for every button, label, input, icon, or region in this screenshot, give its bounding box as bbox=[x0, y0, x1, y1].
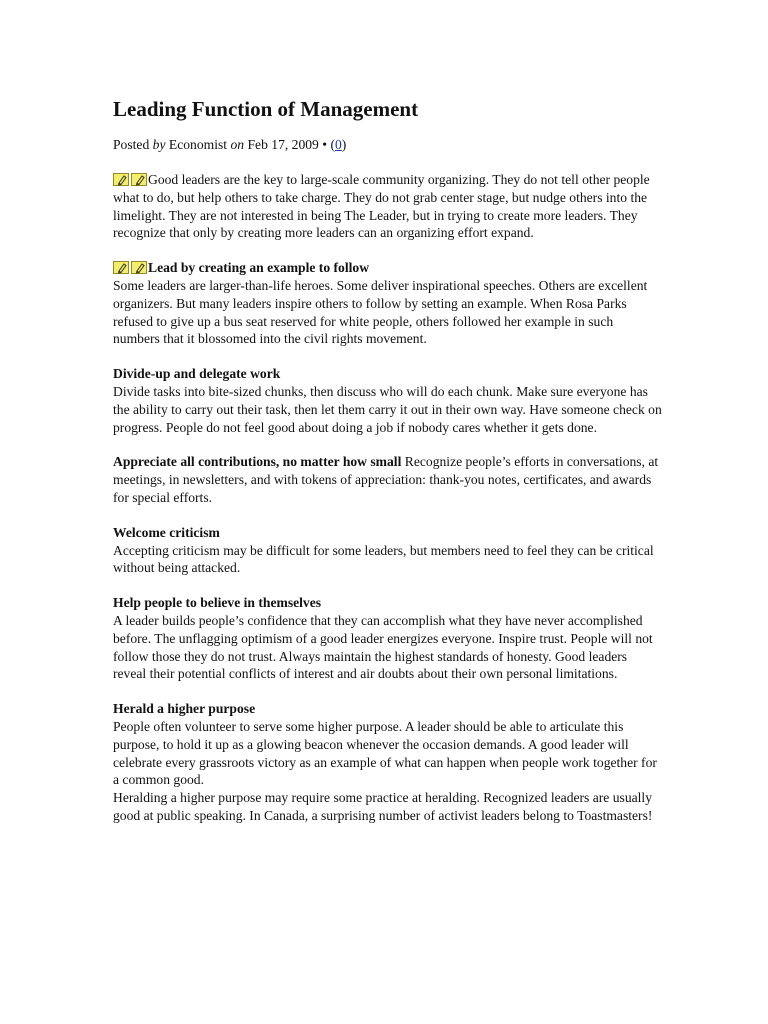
section-heading: Help people to believe in themselves bbox=[113, 595, 322, 611]
icon-group bbox=[113, 173, 147, 186]
section-believe-in-themselves bbox=[113, 594, 663, 683]
section-heading-text: Lead by creating an example to follow bbox=[148, 260, 370, 276]
meta-separator: • bbox=[322, 137, 328, 152]
section-body: Accepting criticism may be difficult for some leaders, but members need to feel they can be critical without being attacked. bbox=[113, 542, 654, 576]
section-body: People often volunteer to serve some higher purpose. A leader should be able to articulate this purpose, to hold it up as a glowing beacon whenever the occasion demands. A good leader will celebrate every grassroots victory as an example of what can happen when people work together for a common good. bbox=[113, 718, 657, 788]
icon-group bbox=[113, 261, 147, 274]
section-body: A leader builds people’s confidence that they can accomplish what they have never accomplished before. The unflagging optimism of a good leader energizes everyone. Inspire trust. People will not follow those they do not trust. Always maintain the highest standards of honesty. Good leaders reveal their potential conflicts of interest and air doubts about their own personal limitations. bbox=[113, 612, 653, 682]
section-body-continued: Heralding a higher purpose may require some practice at heralding. Recognized leaders are usually good at public speaking. In Canada, a surprising number of activist leaders belong to Toastmasters! bbox=[113, 790, 653, 823]
comments-open: ( bbox=[330, 137, 335, 152]
section-body: Some leaders are larger-than-life heroes. Some deliver inspirational speeches. Others are excellent organizers. But many leaders inspire others to follow by setting an example. When Rosa Parks refused to give up a bus seat reserved for white people, others followed her example in such numbers that it blossomed into the civil rights movement. bbox=[113, 277, 648, 347]
intro-paragraph bbox=[113, 171, 663, 242]
section-body: Recognize people’s efforts in conversations, at meetings, in newsletters, and with tokens of appreciation: thank-you notes, certificates, and awards for special efforts. bbox=[113, 454, 659, 505]
pencil-icon bbox=[113, 173, 129, 186]
by-label: by bbox=[152, 137, 166, 152]
section-heading: Herald a higher purpose bbox=[113, 701, 256, 717]
pencil-icon bbox=[131, 261, 147, 274]
comments-close: ) bbox=[341, 137, 347, 152]
on-label: on bbox=[230, 137, 245, 152]
section-welcome-criticism bbox=[113, 524, 663, 577]
section-heading: Appreciate all contributions, no matter how small bbox=[113, 454, 402, 470]
posted-label: Posted bbox=[113, 137, 150, 152]
author-name: Economist bbox=[168, 137, 228, 152]
article-title: Leading Function of Management bbox=[113, 97, 419, 121]
section-delegate-work bbox=[113, 365, 663, 436]
section-paragraph bbox=[113, 453, 663, 506]
article bbox=[113, 96, 663, 825]
post-meta bbox=[113, 136, 663, 154]
section-heading bbox=[113, 259, 663, 277]
section-appreciate-contributions bbox=[113, 453, 663, 506]
pencil-icon bbox=[131, 173, 147, 186]
pencil-icon bbox=[113, 261, 129, 274]
section-lead-by-example bbox=[113, 259, 663, 348]
section-higher-purpose bbox=[113, 700, 663, 825]
comments-count-link[interactable]: 0 bbox=[334, 137, 342, 152]
section-heading: Divide-up and delegate work bbox=[113, 366, 281, 382]
section-heading: Welcome criticism bbox=[113, 524, 220, 540]
section-body: Divide tasks into bite-sized chunks, then discuss who will do each chunk. Make sure everyone has the ability to carry out their task, then let them carry it out in their own way. Have someone check on progress. People do not feel good about doing a job if nobody cares whether it gets done. bbox=[113, 383, 662, 435]
intro-text: Good leaders are the key to large-scale community organizing. They do not tell other people what to do, but help others to take charge. They do not grab center stage, but nudge others into the limelight. They are not interested in being The Leader, but in trying to create more leaders. They recognize that only by creating more leaders can an organizing effort expand. bbox=[113, 172, 650, 241]
post-date: Feb 17, 2009 bbox=[247, 137, 319, 152]
